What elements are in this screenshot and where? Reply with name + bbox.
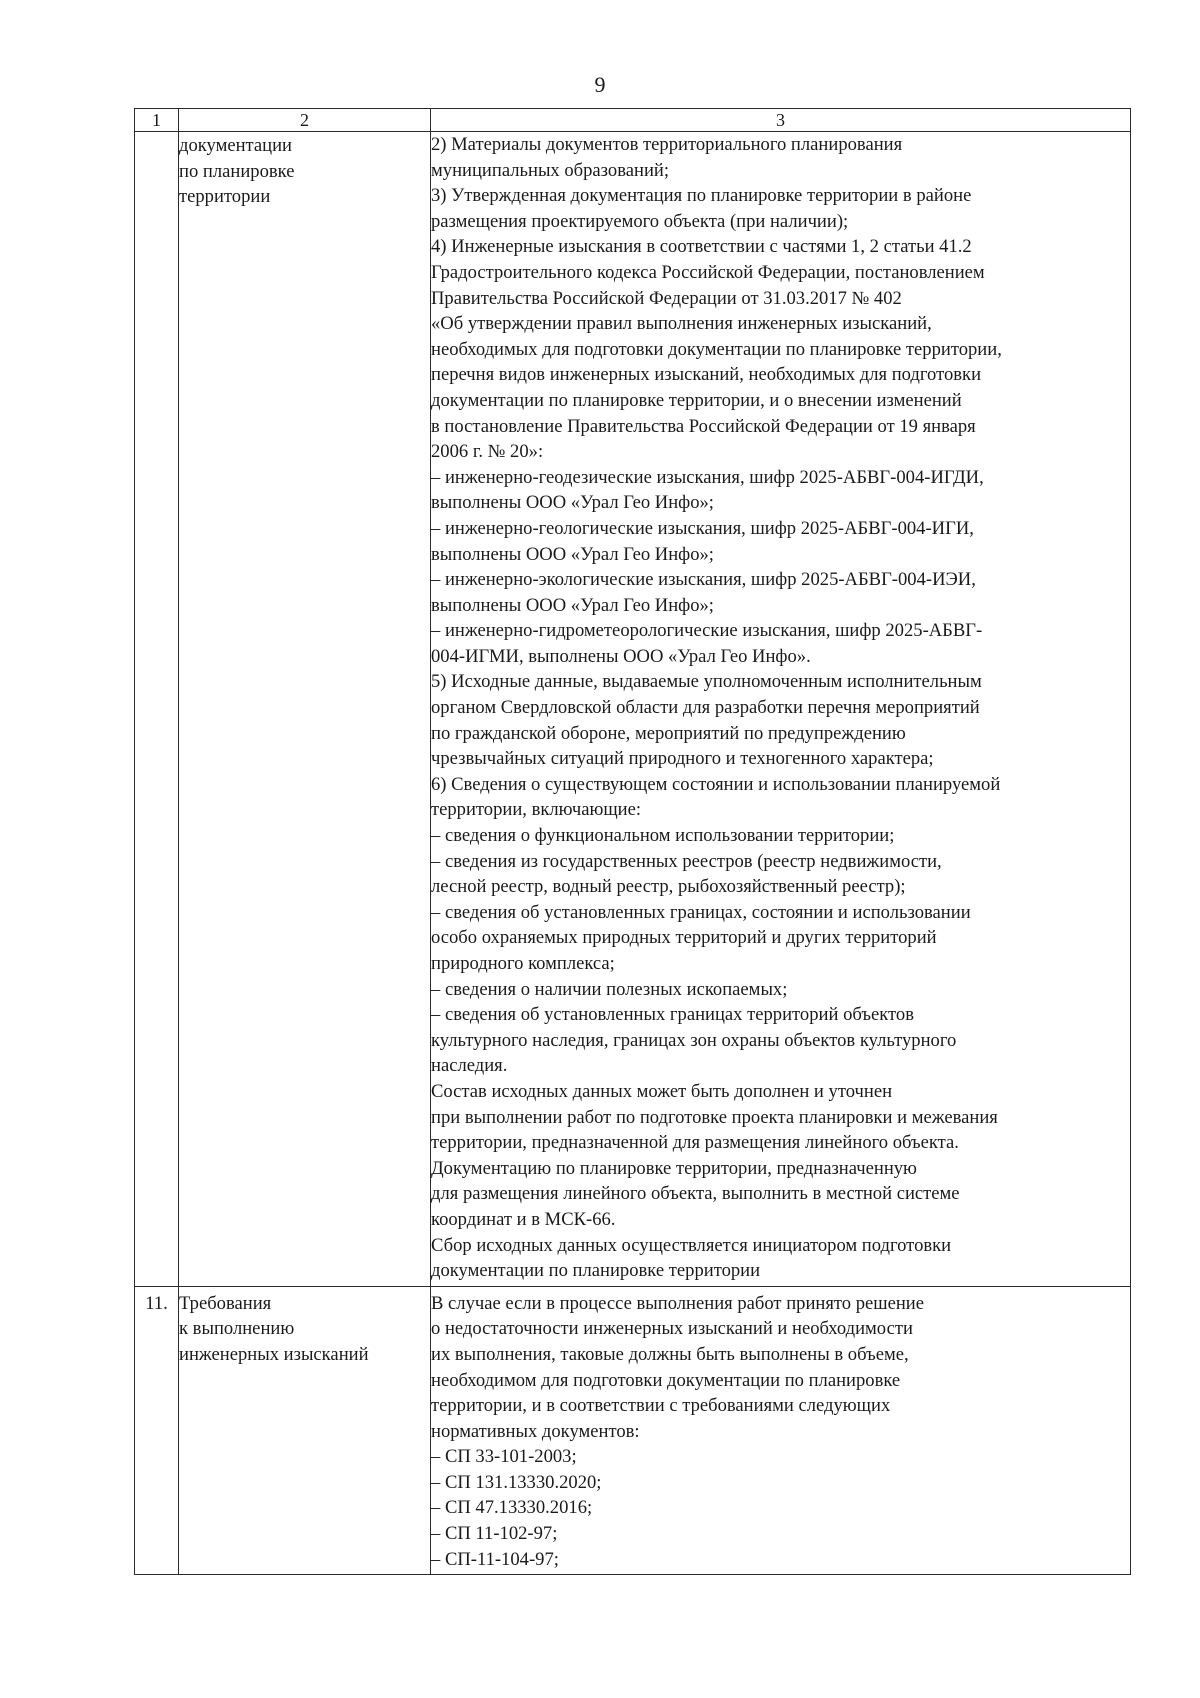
text-line: территории, и в соответствии с требованиями следующих: [431, 1395, 891, 1417]
row-number: 11.: [135, 1286, 179, 1575]
requirements-table: [134, 108, 1131, 1575]
text-line: территории, включающие:: [431, 799, 642, 821]
text-line: – сведения о функциональном использовании территории;: [431, 825, 895, 847]
text-line: чрезвычайных ситуаций природного и техногенного характера;: [431, 748, 934, 770]
text-line: культурного наследия, границах зон охраны объектов культурного: [431, 1029, 957, 1051]
text-line: выполнены ООО «Урал Гео Инфо»;: [431, 543, 714, 565]
text-line: Требования: [179, 1292, 272, 1314]
text-line: в постановление Правительства Российской Федерации от 19 января: [431, 415, 976, 437]
row-text: [431, 132, 1131, 1287]
text-line: необходимых для подготовки документации по планировке территории,: [431, 338, 1002, 360]
text-line: муниципальных образований;: [431, 159, 670, 181]
row-name: [179, 132, 431, 1287]
text-line: инженерных изысканий: [179, 1343, 369, 1365]
text-line: выполнены ООО «Урал Гео Инфо»;: [431, 594, 714, 616]
text-line: 3) Утвержденная документация по планировке территории в районе: [431, 185, 972, 207]
header-col-3: 3: [431, 109, 1131, 132]
text-line: Состав исходных данных может быть дополнен и уточнен: [431, 1080, 893, 1102]
text-line: – сведения об установленных границах, состоянии и использовании: [431, 901, 971, 923]
text-line: территории: [179, 186, 271, 208]
text-line: 2006 г. № 20»:: [431, 441, 544, 463]
text-line: – сведения из государственных реестров (реестр недвижимости,: [431, 850, 942, 872]
text-line: – инженерно-геологические изыскания, шифр 2025-АБВГ-004-ИГИ,: [431, 517, 974, 539]
text-line: наследия.: [431, 1055, 508, 1077]
text-line: перечня видов инженерных изысканий, необходимых для подготовки: [431, 364, 982, 386]
text-line: Документацию по планировке территории, предназначенную: [431, 1157, 917, 1179]
text-line: размещения проектируемого объекта (при наличии);: [431, 210, 849, 232]
text-line: – сведения об установленных границах территорий объектов: [431, 1004, 914, 1026]
text-line: В случае если в процессе выполнения работ принято решение: [431, 1292, 924, 1314]
text-line: – СП 11-102-97;: [431, 1523, 558, 1545]
table-header-row: [135, 109, 1131, 132]
text-line: по гражданской обороне, мероприятий по предупреждению: [431, 722, 906, 744]
text-line: – СП 131.13330.2020;: [431, 1471, 602, 1493]
text-line: особо охраняемых природных территорий и других территорий: [431, 927, 937, 949]
text-line: выполнены ООО «Урал Гео Инфо»;: [431, 492, 714, 514]
text-line: – СП 33-101-2003;: [431, 1446, 577, 1468]
text-line: 4) Инженерные изыскания в соответствии с частями 1, 2 статьи 41.2: [431, 236, 972, 258]
text-line: необходимом для подготовки документации по планировке: [431, 1369, 901, 1391]
text-line: Сбор исходных данных осуществляется инициатором подготовки: [431, 1234, 952, 1256]
text-line: – СП 47.13330.2016;: [431, 1497, 593, 1519]
text-line: документации по планировке территории: [431, 1260, 761, 1282]
text-line: – инженерно-экологические изыскания, шифр 2025-АБВГ-004-ИЭИ,: [431, 569, 976, 591]
text-line: 6) Сведения о существующем состоянии и использовании планируемой: [431, 773, 1001, 795]
row-name: [179, 1286, 431, 1575]
row-number: [135, 132, 179, 1287]
text-line: координат и в МСК-66.: [431, 1208, 616, 1230]
text-line: к выполнению: [179, 1318, 295, 1340]
text-line: для размещения линейного объекта, выполнить в местной системе: [431, 1183, 960, 1205]
text-line: при выполнении работ по подготовке проекта планировки и межевания: [431, 1106, 998, 1128]
table-row: [135, 1286, 1131, 1575]
text-line: Градостроительного кодекса Российской Федерации, постановлением: [431, 261, 985, 283]
text-line: территории, предназначенной для размещения линейного объекта.: [431, 1132, 959, 1154]
text-line: – инженерно-гидрометеорологические изыскания, шифр 2025-АБВГ-: [431, 620, 983, 642]
page-number: 9: [594, 72, 606, 97]
text-line: – инженерно-геодезические изыскания, шифр 2025-АБВГ-004-ИГДИ,: [431, 466, 984, 488]
header-col-2: 2: [179, 109, 431, 132]
row-text: [431, 1286, 1131, 1575]
text-line: Правительства Российской Федерации от 31.03.2017 № 402: [431, 287, 902, 309]
table-row: [135, 132, 1131, 1287]
text-line: документации по планировке территории, и о внесении изменений: [431, 389, 962, 411]
text-line: – СП-11-104-97;: [431, 1548, 559, 1570]
text-line: их выполнения, таковые должны быть выполнены в объеме,: [431, 1343, 909, 1365]
text-line: 5) Исходные данные, выдаваемые уполномоченным исполнительным: [431, 671, 982, 693]
text-line: «Об утверждении правил выполнения инженерных изысканий,: [431, 313, 932, 335]
text-line: 004-ИГМИ, выполнены ООО «Урал Гео Инфо».: [431, 645, 811, 667]
text-line: – сведения о наличии полезных ископаемых;: [431, 978, 788, 1000]
text-line: природного комплекса;: [431, 953, 615, 974]
text-line: о недостаточности инженерных изысканий и необходимости: [431, 1318, 913, 1340]
header-col-1: 1: [135, 109, 179, 132]
text-line: нормативных документов:: [431, 1420, 640, 1442]
text-line: органом Свердловской области для разработки перечня мероприятий: [431, 697, 980, 719]
text-line: 2) Материалы документов территориального планирования: [431, 134, 903, 155]
text-line: лесной реестр, водный реестр, рыбохозяйственный реестр);: [431, 876, 906, 898]
text-line: по планировке: [179, 160, 295, 182]
text-line: документации: [179, 135, 293, 156]
